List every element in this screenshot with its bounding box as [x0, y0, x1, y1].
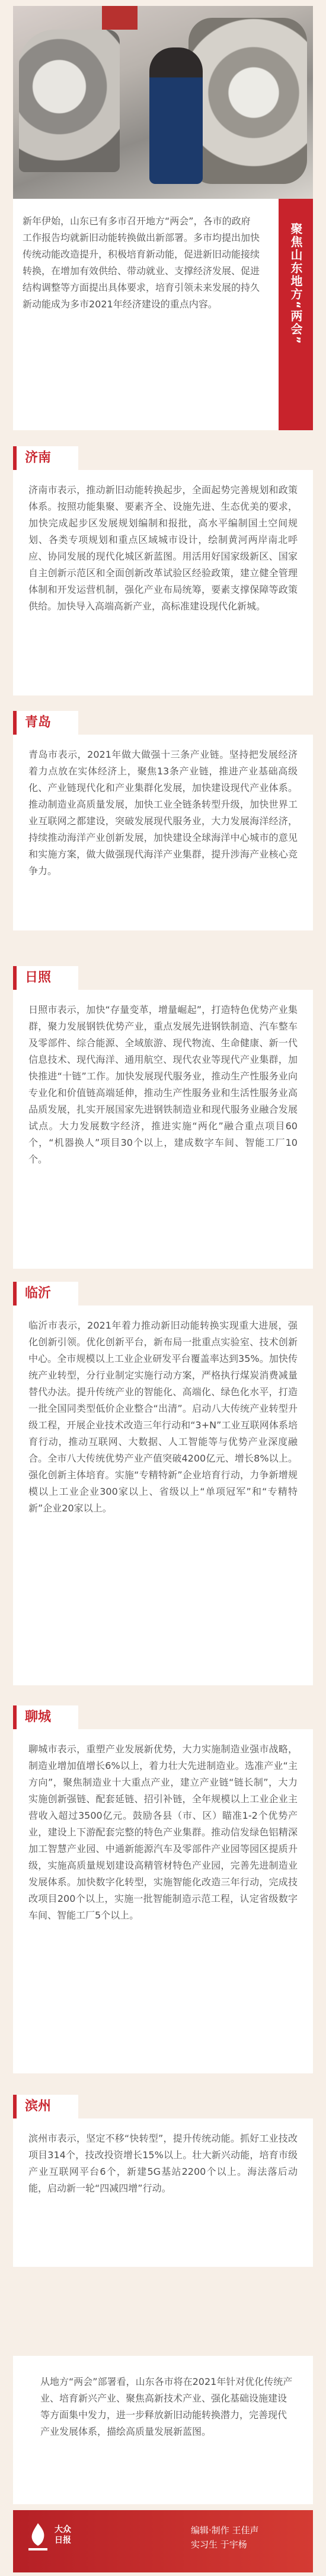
section-title-jinan: 济南: [13, 446, 78, 470]
section-text-jinan: 济南市表示，推动新旧动能转换起步，全面起势完善规划和政策体系。按照功能集聚、要素齐全、设施先进、生态优美的要求，加快完成起步区发展规划编制和报批，高水平编制国土空间规划、各类专项规划和重点区域城市设计，绘制黄河两岸南北呼应、协同发展的现代化城区新蓝图。用活用好国家级新区、国家自主创新示范区和全面创新改革试验区经验政策，建立健全管理体制和开发运营机制，强化产业布局统筹，要素支撑保障等政策供给。加快导入高端高新产业，高标准建设现代化新城。: [13, 470, 313, 695]
section-title-liaocheng: 聊城: [13, 1705, 78, 1729]
dazhong-daily-logo-icon: [25, 2521, 51, 2556]
credit-intern: 实习生 于宇杨: [191, 2539, 247, 2550]
side-banner: [279, 199, 313, 430]
section-title-linyi: 临沂: [13, 1282, 78, 1306]
machine-image-right: [188, 18, 307, 184]
credits: [191, 2523, 259, 2552]
intro-card: [13, 199, 313, 430]
footer-banner: [13, 2510, 313, 2572]
machine-image-left: [19, 30, 120, 172]
conclusion-card: [13, 2356, 313, 2504]
section-text-qingdao: 青岛市表示，2021年做大做强十三条产业链。坚持把发展经济着力点放在实体经济上，聚焦13条产业链，推进产业基础高级化、产业链现代化和产业集群化发展，加快建设现代产业体系。推动制造业高质量发展，加快工业全链条转型升级，加快世界工业互联网之都建设，突破发展现代服务业，大力发展海洋经济，持续推动海洋产业创新发展，加快建设全球海洋中心城市的意见和实施方案，做大做强现代海洋产业集群，提升涉海产业核心竞争力。: [13, 735, 313, 930]
intro-text: 新年伊始，山东已有多市召开地方“两会”，各市的政府工作报告均就新旧动能转换做出新部署。多市均提出加快传统动能改造提升，积极培育新动能，促进新旧动能接续转换，在增加有效供给、带动就业、支撑经济发展、促进结构调整等方面提出具体要求，培育引领未来发展的持久新动能成为多市2021年经济建设的重点内容。: [23, 215, 260, 310]
logo-text-line1: 大众: [55, 2525, 71, 2534]
section-text-liaocheng: 聊城市表示，重塑产业发展新优势，大力实施制造业强市战略，制造业增加值增长6%以上，着力壮大先进制造业。选准产业“主方向”，聚焦制造业十大重点产业，建立产业链“链长制”，大力实施创新强链、配套延链、招引补链，全年规模以上工业企业主营收入超过3500亿元。鼓励各县（市、区）瞄准1-2个优势产业，建设上下游配套完整的特色产业集群。推动信发绿色铝精深加工智慧产业园、中通新能源汽车及零部件产业园等园区提质升级，实施高质量规划建设高精管材特色产业园，完善先进制造业发展体系。加快数字化转型，实施智能化改造三年行动，完成技改项目200个以上，实施一批智能制造示范工程，认定省级数字车间、智能工厂5个以上。: [13, 1729, 313, 2073]
logo-text: [55, 2524, 71, 2546]
section-title-qingdao: 青岛: [13, 711, 78, 735]
red-machine-part: [102, 6, 138, 30]
section-text-rizhao: 日照市表示，加快“存量变革，增量崛起”，打造特色优势产业集群，聚力发展钢铁优势产业，重点发展先进钢铁制造、汽车整车及零部件、综合能源、全域旅游、现代物流、生命健康、新一代信息技术、现代海洋、通用航空、现代农业等现代产业集群，加快推进“十链”工作。加快发展现代服务业，推动生产性服务业向专业化和价值链高端延伸，推动生产性服务业和生活性服务业高品质发展，扎实开展国家先进钢铁制造业和现代服务业融合发展试点。大力发展数字经济，推进实施“两化”融合重点项目60个，“机器换人”项目30个以上，建成数字车间、智能工厂10个。: [13, 990, 313, 1269]
section-text-linyi: 临沂市表示，2021年着力推动新旧动能转换实现重大进展，强化创新引领。优化创新平台，新布局一批重点实验室、技术创新中心。全市规模以上工业企业研发平台覆盖率达到35%。加快传统产业转型，分行业制定实施行动方案，严格执行煤炭消费减量替代办法。提升传统产业的智能化、高端化、绿色化水平，打造一批全国同类型低价企业整合“出清”。启动八大传统产业转型升级工程，开展企业技术改造三年行动和“3+N”工业互联网体系培育行动，推动互联网、大数据、人工智能等与优势产业深度融合。全市八大传统优势产业产值突破4200亿元、增长8%以上。强化创新主体培育。实施“专精特新”企业培育行动，力争新增规模以上工业企业300家以上、省级以上“单项冠军”和“专精特新”企业20家以上。: [13, 1306, 313, 1685]
conclusion-text: 从地方“两会”部署看，山东各市将在2021年针对优化传统产业、培育新兴产业、聚焦高新技术产业、强化基础设施建设等方面集中发力，进一步释放新旧动能转换潜力，完善现代产业发展体系，描绘高质量发展新蓝图。: [40, 2376, 293, 2437]
credit-editor: 编辑·制作 王佳声: [191, 2525, 259, 2536]
worker-figure: [149, 47, 203, 184]
hero-photo: [13, 6, 313, 199]
section-title-binzhou: 滨州: [13, 2095, 78, 2118]
section-text-binzhou: 滨州市表示，坚定不移“快转型”，提升传统动能。抓好工业技改项目314个，技改投资增长15%以上。壮大新兴动能，培育市级产业互联网平台6个，新建5G基站2200个以上。海法落后动能，启动新一轮“四减四增”行动。: [13, 2118, 313, 2267]
section-title-rizhao: 日照: [13, 966, 78, 990]
logo-text-line2: 日报: [55, 2536, 71, 2545]
side-banner-label: 聚焦山东地方“两会”: [289, 223, 303, 345]
